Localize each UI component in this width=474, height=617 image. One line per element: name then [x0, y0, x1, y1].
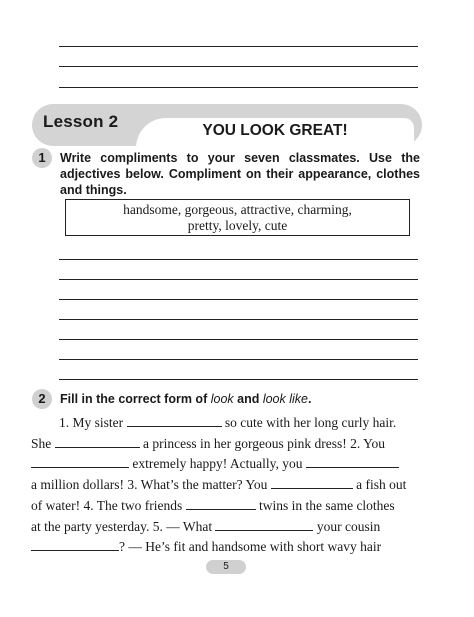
writing-line[interactable]: [59, 359, 418, 360]
writing-line[interactable]: [59, 259, 418, 260]
task1-instruction: Write compliments to your seven classmates. Use the adjectives below. Compliment on their appearance, clothes and things.: [60, 151, 420, 197]
exercise-text: a million dollars! 3. What’s the matter? You: [31, 477, 271, 492]
exercise-text: a fish out: [352, 477, 407, 492]
writing-line[interactable]: [59, 299, 418, 300]
exercise-text: 1. My sister: [59, 415, 127, 430]
exercise-text: ? — He’s fit and handsome with short wavy hair: [119, 539, 382, 554]
exercise-text: extremely happy! Actually, you: [129, 456, 306, 471]
adjectives-line: pretty, lovely, cute: [187, 218, 288, 233]
exercise-line: [31, 413, 421, 433]
page-number: 5: [206, 560, 246, 574]
task-number-badge: 2: [32, 389, 52, 409]
answer-blank[interactable]: [306, 455, 399, 468]
adjectives-line: handsome, gorgeous, attractive, charming,: [123, 202, 352, 217]
answer-blank[interactable]: [31, 538, 119, 551]
task-number-badge: 1: [32, 148, 52, 168]
answer-blank[interactable]: [55, 435, 140, 448]
writing-line[interactable]: [59, 87, 418, 88]
task2-instruction: [60, 391, 420, 407]
exercise-line: [31, 537, 421, 557]
exercise-line: [31, 517, 421, 537]
writing-line[interactable]: [59, 379, 418, 380]
exercise-text: twins in the same clothes: [255, 498, 395, 513]
instruction-text: and: [233, 392, 263, 406]
writing-line[interactable]: [59, 319, 418, 320]
writing-line[interactable]: [59, 46, 418, 47]
instruction-keyword: look like: [262, 392, 308, 406]
exercise-text: She: [31, 436, 55, 451]
writing-line[interactable]: [59, 66, 418, 67]
instruction-text: Fill in the correct form of: [60, 392, 211, 406]
exercise-line: [31, 434, 421, 454]
exercise-text: a princess in her gorgeous pink dress! 2. You: [139, 436, 385, 451]
exercise-text: your cousin: [313, 519, 381, 534]
answer-blank[interactable]: [271, 476, 353, 489]
exercise-line: [31, 496, 421, 516]
writing-line[interactable]: [59, 279, 418, 280]
exercise-line: [31, 475, 421, 495]
answer-blank[interactable]: [31, 455, 129, 468]
exercise-text: at the party yesterday. 5. — What: [31, 519, 216, 534]
writing-line[interactable]: [59, 339, 418, 340]
instruction-keyword: look: [210, 392, 234, 406]
lesson-title: YOU LOOK GREAT!: [202, 122, 348, 139]
answer-blank[interactable]: [127, 414, 222, 427]
exercise-line: [31, 454, 421, 474]
answer-blank[interactable]: [186, 497, 256, 510]
exercise-text: so cute with her long curly hair.: [221, 415, 397, 430]
answer-blank[interactable]: [215, 518, 313, 531]
lesson-label: Lesson 2: [43, 112, 119, 131]
instruction-text: .: [308, 392, 312, 406]
exercise-text: of water! 4. The two friends: [31, 498, 186, 513]
adjectives-box: [65, 199, 410, 236]
